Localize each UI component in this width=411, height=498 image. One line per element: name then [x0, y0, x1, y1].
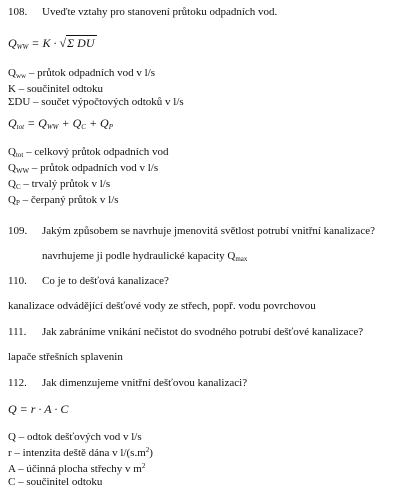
definition-line	[8, 146, 168, 162]
def-symbol: Q	[8, 162, 16, 174]
definitions-3	[8, 431, 153, 489]
def-subscript: tot	[15, 151, 24, 159]
def-text: – celkový průtok odpadních vod	[23, 146, 169, 158]
def-text: – trvalý průtok v l/s	[20, 178, 111, 190]
def-text: A – účinná plocha střechy v m	[8, 463, 142, 475]
def-symbol: Q	[8, 178, 16, 190]
question-number: 109.	[8, 225, 28, 237]
answer-110: kanalizace odvádějící dešťové vody ze střech, popř. vodu povrchovou	[8, 300, 316, 312]
def-symbol: K	[8, 83, 16, 95]
question-text: Jak dimenzujeme vnitřní dešťovou kanalizaci?	[42, 377, 248, 389]
def-text: – čerpaný průtok v l/s	[19, 194, 119, 206]
definitions-2	[8, 146, 168, 210]
definitions-1	[8, 67, 184, 109]
question-number: 111.	[8, 326, 27, 338]
formula-operator: = Q	[27, 116, 47, 130]
answer-111: lapače střešních splavenin	[8, 351, 123, 363]
formula-rainwater: Q = r · A · C	[8, 402, 69, 416]
def-superscript: 2	[145, 446, 150, 454]
def-symbol: Q	[8, 67, 16, 79]
answer-text: navrhujeme ji podle hydraulické kapacity Q	[42, 250, 236, 262]
def-subscript: ww	[15, 72, 27, 80]
formula-wastewater-flow	[8, 37, 97, 54]
def-symbol: ΣDU	[8, 96, 31, 108]
definition-line	[8, 96, 184, 109]
def-subscript: WW	[15, 167, 30, 175]
def-subscript: P	[15, 199, 20, 207]
def-text: – průtok odpadních vod v l/s	[26, 67, 156, 79]
formula-total-flow	[8, 117, 113, 134]
def-subscript: C	[15, 183, 21, 191]
question-110	[8, 275, 169, 288]
definition-line	[8, 460, 153, 476]
def-text: – součinitel odtoku	[15, 83, 104, 95]
radicand: Σ DU	[67, 36, 95, 50]
formula-symbol: Q	[8, 36, 17, 50]
def-text: r – intenzita deště dána v l/(s.m	[8, 447, 146, 459]
question-109	[8, 225, 375, 238]
formula-subscript: tot	[16, 123, 25, 131]
definition-line	[8, 194, 168, 210]
question-number: 108.	[8, 6, 28, 18]
def-text: )	[149, 447, 153, 459]
definition-line: C – součinitel odtoku	[8, 476, 103, 488]
definition-line	[8, 162, 168, 178]
formula-subscript: WW	[16, 43, 29, 51]
question-text: Uveďte vztahy pro stanovení průtoku odpadních vod.	[42, 6, 278, 18]
square-root	[59, 37, 96, 50]
question-111	[8, 326, 363, 339]
definition-line	[8, 67, 184, 83]
definition-line	[8, 83, 184, 96]
answer-subscript: max	[235, 255, 248, 263]
formula-subscript: C	[81, 123, 86, 131]
def-text: – průtok odpadních vod v l/s	[29, 162, 159, 174]
answer-109	[42, 250, 247, 266]
question-number: 112.	[8, 377, 27, 389]
formula-subscript: WW	[46, 123, 59, 131]
definition-line: Q – odtok dešťových vod v l/s	[8, 431, 142, 443]
question-108	[8, 6, 277, 19]
question-text: Jakým způsobem se navrhuje jmenovitá světlost potrubí vnitřní kanalizace?	[42, 225, 375, 237]
def-symbol: Q	[8, 194, 16, 206]
formula-subscript: P	[108, 123, 113, 131]
def-text: – součet výpočtových odtoků v l/s	[30, 96, 184, 108]
formula-operator: = K ·	[31, 36, 57, 50]
formula-operator: + Q	[85, 116, 109, 130]
question-number: 110.	[8, 275, 27, 287]
formula-operator: + Q	[58, 116, 82, 130]
definition-line	[8, 178, 168, 194]
def-symbol: Q	[8, 146, 16, 158]
sqrt-sign: √	[59, 36, 67, 50]
def-superscript: 2	[141, 462, 146, 470]
question-text: Jak zabráníme vnikání nečistot do svodného potrubí dešťové kanalizace?	[42, 326, 364, 338]
question-112	[8, 377, 247, 390]
question-text: Co je to dešťová kanalizace?	[42, 275, 169, 287]
definition-line	[8, 444, 153, 460]
formula-symbol: Q	[8, 116, 17, 130]
